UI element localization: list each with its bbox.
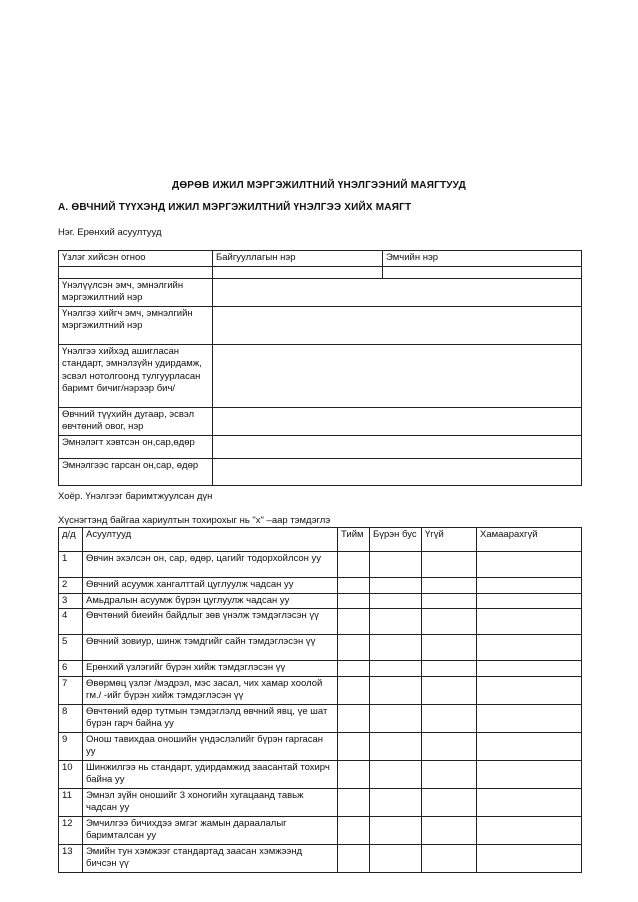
answer-incomplete-cell[interactable]	[370, 816, 422, 844]
results-table	[58, 527, 582, 873]
row-question: Өвчин эхэлсэн он, сар, өдөр, цагийг тодорхойлсон уу	[83, 552, 338, 578]
answer-no-cell[interactable]	[422, 578, 477, 594]
answer-incomplete-cell[interactable]	[370, 578, 422, 594]
row-question: Шинжилгээ нь стандарт, удирдамжид заасантай тохирч байна уу	[83, 760, 338, 788]
row-number: 10	[59, 760, 83, 788]
row-question: Эмчилгээ бичихдээ эмгэг жамын дараалалыг баримталсан уу	[83, 816, 338, 844]
row-label: Үнэлүүлсэн эмч, эмнэлгийн мэргэжилтний нэр	[59, 278, 213, 306]
row-question: Амьдралын асуумж бүрэн цуглуулж чадсан уу	[83, 593, 338, 609]
answer-yes-cell[interactable]	[338, 704, 370, 732]
answer-incomplete-cell[interactable]	[370, 732, 422, 760]
answer-na-cell[interactable]	[477, 704, 582, 732]
answer-no-cell[interactable]	[422, 844, 477, 872]
general-row	[59, 407, 582, 435]
answer-incomplete-cell[interactable]	[370, 788, 422, 816]
row-number: 2	[59, 578, 83, 594]
table-row	[59, 593, 582, 609]
table-row	[59, 704, 582, 732]
row-number: 1	[59, 552, 83, 578]
exam-date-cell[interactable]	[59, 266, 213, 278]
header-number: д/д	[59, 528, 83, 552]
answer-yes-cell[interactable]	[338, 578, 370, 594]
answer-na-cell[interactable]	[477, 760, 582, 788]
answer-no-cell[interactable]	[422, 788, 477, 816]
row-label: Үнэлгээ хийгч эмч, эмнэлгийн мэргэжилтний нэр	[59, 306, 213, 344]
answer-no-cell[interactable]	[422, 661, 477, 677]
header-questions: Асуултууд	[83, 528, 338, 552]
section-a-title: А. ӨВЧНИЙ ТҮҮХЭНД ИЖИЛ МЭРГЭЖИЛТНИЙ ҮНЭЛГЭЭ ХИЙХ МАЯГТ	[58, 202, 412, 213]
answer-yes-cell[interactable]	[338, 732, 370, 760]
answer-na-cell[interactable]	[477, 552, 582, 578]
row-value-cell[interactable]	[213, 458, 582, 485]
answer-incomplete-cell[interactable]	[370, 593, 422, 609]
answer-na-cell[interactable]	[477, 609, 582, 635]
answer-no-cell[interactable]	[422, 609, 477, 635]
answer-yes-cell[interactable]	[338, 635, 370, 661]
row-question: Онош тавихдаа оношийн үндэслэлийг бүрэн гаргасан уу	[83, 732, 338, 760]
table-row	[59, 788, 582, 816]
answer-na-cell[interactable]	[477, 593, 582, 609]
answer-na-cell[interactable]	[477, 816, 582, 844]
answer-yes-cell[interactable]	[338, 593, 370, 609]
row-number: 5	[59, 635, 83, 661]
answer-incomplete-cell[interactable]	[370, 704, 422, 732]
row-question: Эмийн тун хэмжээг стандартад заасан хэмжээнд бичсэн үү	[83, 844, 338, 872]
row-label: Эмнэлэгт хэвтсэн он,сар,өдөр	[59, 435, 213, 458]
answer-na-cell[interactable]	[477, 635, 582, 661]
answer-na-cell[interactable]	[477, 732, 582, 760]
answer-na-cell[interactable]	[477, 844, 582, 872]
row-question: Өвчний асуумж хангалттай цуглуулж чадсан уу	[83, 578, 338, 594]
general-row	[59, 458, 582, 485]
row-question: Өвчний зовиур, шинж тэмдгийг сайн тэмдэглэсэн үү	[83, 635, 338, 661]
header-organization: Байгууллагын нэр	[213, 251, 383, 267]
results-header-row	[59, 528, 582, 552]
part2-instruction: Хүснэгтэнд байгаа хариултын тохирохыг нь "х" –аар тэмдэглэ	[58, 515, 331, 526]
answer-incomplete-cell[interactable]	[370, 635, 422, 661]
row-number: 3	[59, 593, 83, 609]
row-number: 8	[59, 704, 83, 732]
row-question: Өвчтөний өдөр тутмын тэмдэглэлд өвчний явц, үе шат бүрэн гарч байна уу	[83, 704, 338, 732]
table-row	[59, 552, 582, 578]
table-row	[59, 676, 582, 704]
table-row	[59, 844, 582, 872]
answer-na-cell[interactable]	[477, 578, 582, 594]
document-title: ДӨРӨВ ИЖИЛ МЭРГЭЖИЛТНИЙ ҮНЭЛГЭЭНИЙ МАЯГТУУД	[172, 180, 466, 191]
header-doctor-name: Эмчийн нэр	[383, 251, 582, 267]
answer-yes-cell[interactable]	[338, 788, 370, 816]
row-value-cell[interactable]	[213, 344, 582, 407]
row-label: Үнэлгээ хийхэд ашигласан стандарт, эмнэлзүйн удирдамж, эсвэл нотолгоонд тулгуурласан баримт бичиг/нэрээр бич/	[59, 344, 213, 407]
answer-yes-cell[interactable]	[338, 661, 370, 677]
answer-yes-cell[interactable]	[338, 844, 370, 872]
answer-no-cell[interactable]	[422, 704, 477, 732]
row-number: 6	[59, 661, 83, 677]
row-question: Өвчтөний биеийн байдлыг зөв үнэлж тэмдэглэсэн үү	[83, 609, 338, 635]
general-info-table	[58, 250, 582, 486]
row-question: Өвөрмөц үзлэг /мэдрэл, мэс засал, чих хамар хоолой гм./ -ийг бүрэн хийж тэмдэглэсэн үү	[83, 676, 338, 704]
organization-cell[interactable]	[213, 266, 383, 278]
header-not-applicable: Хамаарахгүй	[477, 528, 582, 552]
row-value-cell[interactable]	[213, 278, 582, 306]
general-row	[59, 344, 582, 407]
row-value-cell[interactable]	[213, 306, 582, 344]
table-row	[59, 732, 582, 760]
table-row	[59, 760, 582, 788]
table-row	[59, 816, 582, 844]
answer-incomplete-cell[interactable]	[370, 609, 422, 635]
answer-yes-cell[interactable]	[338, 760, 370, 788]
general-row	[59, 278, 582, 306]
row-question: Ерөнхий үзлэгийг бүрэн хийж тэмдэглэсэн үү	[83, 661, 338, 677]
general-row	[59, 435, 582, 458]
doctor-name-cell[interactable]	[383, 266, 582, 278]
table-row	[59, 635, 582, 661]
header-incomplete: Бүрэн бус	[370, 528, 422, 552]
row-number: 4	[59, 609, 83, 635]
answer-yes-cell[interactable]	[338, 609, 370, 635]
answer-no-cell[interactable]	[422, 732, 477, 760]
part2-title: Хоёр. Үнэлгээг баримтжуулсан дүн	[58, 491, 213, 502]
answer-yes-cell[interactable]	[338, 676, 370, 704]
part1-title: Нэг. Ерөнхий асуултууд	[58, 227, 162, 238]
row-number: 9	[59, 732, 83, 760]
general-empty-row	[59, 266, 582, 278]
table-row	[59, 661, 582, 677]
row-label: Өвчний түүхийн дугаар, эсвэл өвчтөний овог, нэр	[59, 407, 213, 435]
row-number: 12	[59, 816, 83, 844]
answer-no-cell[interactable]	[422, 676, 477, 704]
answer-no-cell[interactable]	[422, 760, 477, 788]
general-header-row	[59, 251, 582, 267]
table-row	[59, 609, 582, 635]
row-value-cell[interactable]	[213, 435, 582, 458]
general-row	[59, 306, 582, 344]
row-number: 13	[59, 844, 83, 872]
row-number: 11	[59, 788, 83, 816]
answer-incomplete-cell[interactable]	[370, 844, 422, 872]
answer-yes-cell[interactable]	[338, 816, 370, 844]
row-question: Эмнэл зүйн оношийг 3 хоногийн хугацаанд тавьж чадсан уу	[83, 788, 338, 816]
answer-incomplete-cell[interactable]	[370, 760, 422, 788]
header-exam-date: Үзлэг хийсэн огноо	[59, 251, 213, 267]
header-no: Үгүй	[422, 528, 477, 552]
answer-na-cell[interactable]	[477, 676, 582, 704]
answer-yes-cell[interactable]	[338, 552, 370, 578]
answer-incomplete-cell[interactable]	[370, 552, 422, 578]
row-value-cell[interactable]	[213, 407, 582, 435]
header-yes: Тийм	[338, 528, 370, 552]
answer-no-cell[interactable]	[422, 552, 477, 578]
row-number: 7	[59, 676, 83, 704]
table-row	[59, 578, 582, 594]
row-label: Эмнэлгээс гарсан он,сар, өдөр	[59, 458, 213, 485]
answer-na-cell[interactable]	[477, 661, 582, 677]
answer-incomplete-cell[interactable]	[370, 661, 422, 677]
answer-no-cell[interactable]	[422, 593, 477, 609]
answer-no-cell[interactable]	[422, 635, 477, 661]
answer-incomplete-cell[interactable]	[370, 676, 422, 704]
answer-na-cell[interactable]	[477, 788, 582, 816]
answer-no-cell[interactable]	[422, 816, 477, 844]
